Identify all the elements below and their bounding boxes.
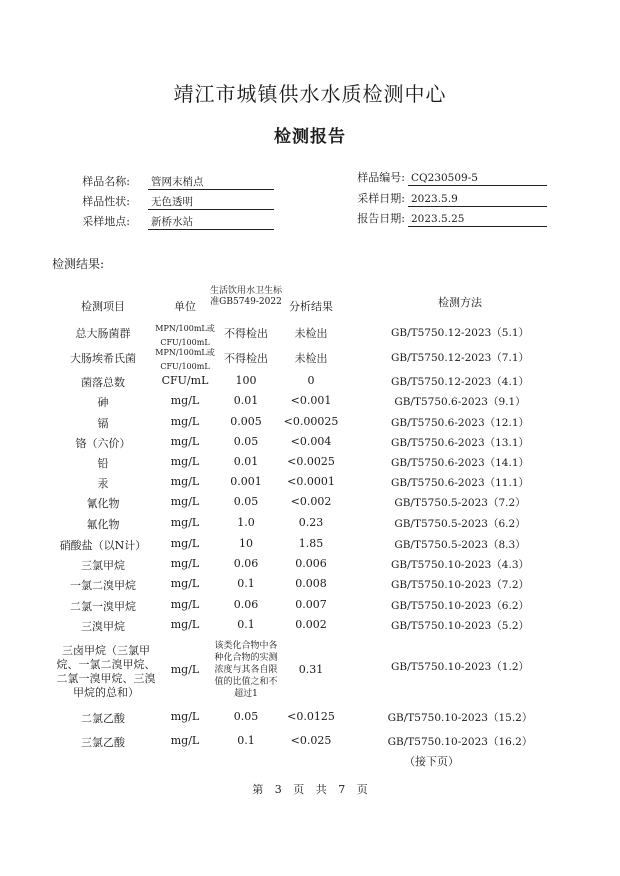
cell-result: <0.004 <box>290 435 332 448</box>
header-item: 检测项目 <box>81 300 125 313</box>
cell-method: GB/T5750.10-2023（15.2） <box>387 712 533 724</box>
cell-result: 0.31 <box>298 663 324 676</box>
cell-unit: mg/L <box>170 495 200 508</box>
cell-method: GB/T5750.10-2023（1.2） <box>390 661 530 673</box>
header-method: 检测方法 <box>438 296 482 309</box>
cell-unit: mg/L <box>170 537 200 550</box>
cell-item: 一氯二溴甲烷 <box>70 579 136 592</box>
cell-item: 汞 <box>97 477 109 490</box>
cell-standard: 100 <box>235 374 257 387</box>
cell-item: 菌落总数 <box>81 376 125 389</box>
header-standard: 生活饮用水卫生标准GB5749-2022 <box>210 286 283 307</box>
cell-result: <0.025 <box>290 734 332 747</box>
sample-date-label: 采样日期: <box>357 192 405 205</box>
cell-method: GB/T5750.6-2023（13.1） <box>390 437 530 449</box>
cell-result: <0.002 <box>290 495 332 508</box>
cell-unit: mg/L <box>170 415 200 428</box>
meta-report-date <box>345 211 555 227</box>
cell-standard: 0.06 <box>233 598 259 611</box>
sample-name-label: 样品名称: <box>82 175 130 188</box>
cell-item: 二氯乙酸 <box>81 712 125 725</box>
cell-standard: 0.01 <box>233 455 259 468</box>
cell-result: 0.23 <box>298 516 324 529</box>
cell-standard: 10 <box>239 537 253 550</box>
sample-date-value: 2023.5.9 <box>408 191 547 207</box>
cell-unit: mg/L <box>170 455 200 468</box>
cell-unit: mg/L <box>170 557 200 570</box>
cell-method: GB/T5750.6-2023（12.1） <box>390 417 530 429</box>
cell-standard: 不得检出 <box>224 327 268 340</box>
cell-result: <0.0025 <box>287 455 335 468</box>
cell-method: GB/T5750.10-2023（7.2） <box>390 579 530 591</box>
cell-item: 总大肠菌群 <box>75 327 131 340</box>
cell-method: GB/T5750.5-2023（7.2） <box>394 497 526 509</box>
cell-unit: mg/L <box>170 734 200 747</box>
cell-standard: 0.06 <box>233 557 259 570</box>
header-unit: 单位 <box>174 300 196 313</box>
sample-props-label: 样品性状: <box>82 195 130 208</box>
cell-unit: mg/L <box>170 598 200 611</box>
meta-location <box>62 214 282 230</box>
cell-result: 未检出 <box>294 327 328 340</box>
cell-standard: 0.01 <box>233 394 259 407</box>
cell-unit: mg/L <box>170 475 200 488</box>
cell-method: GB/T5750.10-2023（6.2） <box>390 600 530 612</box>
cell-item: 二氯一溴甲烷 <box>70 600 136 613</box>
cell-unit: mg/L <box>170 710 200 723</box>
cell-item: 氟化物 <box>86 518 120 531</box>
cell-result: 0 <box>307 374 315 387</box>
cell-standard: 该类化合物中各种化合物的实测浓度与其各自限值的比值之和不超过1 <box>214 641 278 699</box>
cell-standard: 1.0 <box>237 516 255 529</box>
cell-result: <0.001 <box>290 394 332 407</box>
cell-method: GB/T5750.6-2023（11.1） <box>390 477 530 489</box>
continued-note: （接下页） <box>404 755 459 768</box>
cell-method: GB/T5750.12-2023（4.1） <box>390 376 530 388</box>
cell-standard: 0.05 <box>233 710 259 723</box>
cell-method: GB/T5750.5-2023（6.2） <box>394 518 526 530</box>
meta-sample-props <box>62 194 282 210</box>
cell-unit: mg/L <box>170 663 200 676</box>
cell-unit: mg/L <box>170 516 200 529</box>
results-label: 检测结果: <box>52 257 105 271</box>
cell-item: 三氯甲烷 <box>81 559 125 572</box>
org-title: 靖江市城镇供水水质检测中心 <box>173 82 447 106</box>
cell-item: 铅 <box>97 457 109 470</box>
cell-method: GB/T5750.5-2023（8.3） <box>394 539 526 551</box>
cell-item: 砷 <box>97 396 109 409</box>
cell-standard: 0.1 <box>237 618 255 631</box>
location-label: 采样地点: <box>82 215 130 228</box>
page-footer: 第 3 页 共 7 页 <box>252 783 368 796</box>
cell-standard: 0.001 <box>230 475 262 488</box>
cell-result: <0.00025 <box>283 415 339 428</box>
cell-result: <0.0125 <box>287 710 335 723</box>
cell-item: 硝酸盐（以N计） <box>59 539 147 552</box>
header-result: 分析结果 <box>289 300 333 313</box>
cell-result: 0.002 <box>295 618 327 631</box>
cell-result: 0.006 <box>295 557 327 570</box>
cell-result: 1.85 <box>298 537 324 550</box>
cell-unit: CFU/mL <box>161 374 209 387</box>
cell-method: GB/T5750.10-2023（16.2） <box>387 736 533 748</box>
sample-props-value: 无色透明 <box>148 194 274 210</box>
cell-standard: 0.05 <box>233 495 259 508</box>
cell-result: <0.0001 <box>287 475 335 488</box>
cell-standard: 0.1 <box>237 577 255 590</box>
cell-result: 0.007 <box>295 598 327 611</box>
cell-item: 三氯乙酸 <box>81 736 125 749</box>
meta-sample-date <box>345 191 555 207</box>
cell-item: 铬（六价） <box>75 437 131 450</box>
sample-name-value: 管网末梢点 <box>148 174 274 190</box>
report-title: 检测报告 <box>274 127 346 147</box>
cell-unit: mg/L <box>170 577 200 590</box>
meta-sample-name <box>62 174 282 190</box>
report-date-value: 2023.5.25 <box>408 211 547 227</box>
cell-item: 三溴甲烷 <box>81 620 125 633</box>
sample-no-value: CQ230509-5 <box>408 170 547 186</box>
cell-method: GB/T5750.12-2023（7.1） <box>390 352 530 364</box>
cell-result: 0.008 <box>295 577 327 590</box>
cell-method: GB/T5750.10-2023（4.3） <box>390 559 530 571</box>
cell-item: 大肠埃希氏菌 <box>70 352 136 365</box>
cell-unit: mg/L <box>170 618 200 631</box>
cell-standard: 不得检出 <box>224 352 268 365</box>
cell-item: 氰化物 <box>86 497 120 510</box>
cell-method: GB/T5750.6-2023（9.1） <box>394 396 526 408</box>
cell-unit: mg/L <box>170 394 200 407</box>
cell-unit: mg/L <box>170 435 200 448</box>
cell-method: GB/T5750.10-2023（5.2） <box>390 620 530 632</box>
cell-item: 镉 <box>97 417 109 430</box>
cell-standard: 0.005 <box>230 415 262 428</box>
sample-no-label: 样品编号: <box>357 171 405 184</box>
cell-standard: 0.1 <box>237 734 255 747</box>
meta-sample-no <box>345 170 555 186</box>
cell-unit: MPN/100mL或CFU/100mL <box>155 324 215 347</box>
cell-result: 未检出 <box>294 352 328 365</box>
report-date-label: 报告日期: <box>357 212 405 225</box>
cell-method: GB/T5750.6-2023（14.1） <box>390 457 530 469</box>
location-value: 新桥水站 <box>148 214 274 230</box>
cell-standard: 0.05 <box>233 435 259 448</box>
cell-item: 三卤甲烷（三氯甲烷、一氯二溴甲烷、二氯一溴甲烷、三溴甲烷的总和） <box>56 644 156 699</box>
cell-unit: MPN/100mL或CFU/100mL <box>155 348 215 371</box>
cell-method: GB/T5750.12-2023（5.1） <box>390 327 530 339</box>
